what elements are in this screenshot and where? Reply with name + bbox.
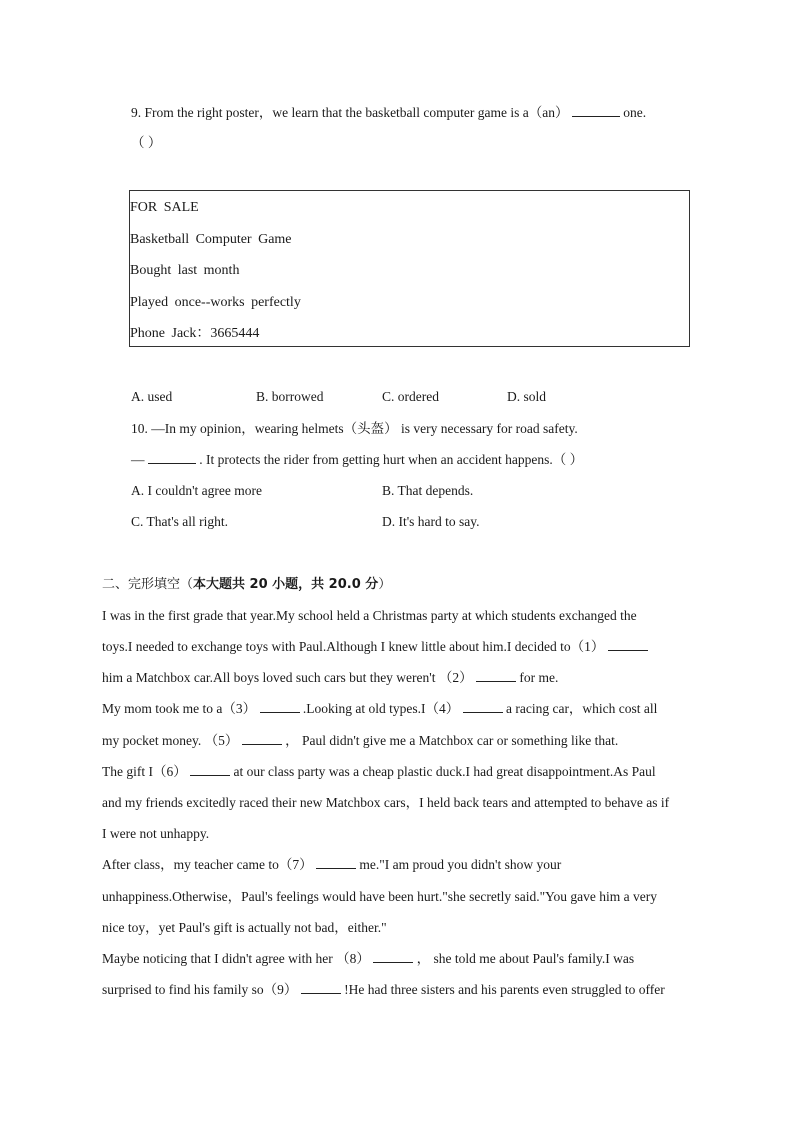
passage-text: The gift I（6） bbox=[102, 764, 191, 779]
passage-text: my pocket money. （5） bbox=[102, 733, 242, 748]
passage-text: me."I am proud you didn't show your bbox=[356, 857, 562, 872]
q10-reply-text: . It protects the rider from getting hurt when an accident happens.（ ） bbox=[195, 452, 584, 467]
cloze-blank-8[interactable] bbox=[373, 950, 413, 963]
passage-line bbox=[102, 732, 618, 750]
passage-text: After class，my teacher came to（7） bbox=[102, 857, 317, 872]
q9-option-c[interactable]: C. ordered bbox=[382, 389, 439, 404]
passage-line: and my friends excitedly raced their new Matchbox cars，I held back tears and attempted to behave as if bbox=[102, 795, 670, 810]
q10-option-a[interactable]: A. I couldn't agree more bbox=[131, 483, 263, 498]
section-heading bbox=[102, 576, 391, 594]
q10-reply-dash: — bbox=[131, 452, 148, 467]
cloze-blank-5[interactable] bbox=[242, 732, 282, 745]
poster-line: Phone Jack：3665444 bbox=[130, 326, 260, 341]
cloze-blank-9[interactable] bbox=[301, 981, 341, 994]
cloze-blank-4[interactable] bbox=[463, 700, 503, 713]
q9-stem-text: 9. From the right poster，we learn that the basketball computer game is a（an） bbox=[131, 105, 572, 120]
section-heading-bold: 本大题共 20 小题，共 20.0 分 bbox=[193, 577, 379, 592]
section-heading-suffix: ） bbox=[378, 577, 392, 592]
passage-text: toys.I needed to exchange toys with Paul.Although I knew little about him.I decided to（1） bbox=[102, 639, 608, 654]
q10-option-d[interactable]: D. It's hard to say. bbox=[382, 514, 480, 529]
passage-text: ， Paul didn't give me a Matchbox car or something like that. bbox=[281, 733, 619, 748]
poster-line: Basketball Computer Game bbox=[130, 232, 292, 247]
q9-option-a[interactable]: A. used bbox=[131, 389, 173, 404]
passage-line: I was in the first grade that year.My school held a Christmas party at which students exchanged the bbox=[102, 608, 637, 623]
passage-text: surprised to find his family so（9） bbox=[102, 982, 301, 997]
q10-reply bbox=[131, 451, 583, 469]
passage-text: !He had three sisters and his parents even struggled to offer bbox=[340, 982, 665, 997]
q9-stem-suffix: one. bbox=[619, 105, 647, 120]
q10-stem: 10. —In my opinion，wearing helmets（头盔） is very necessary for road safety. bbox=[131, 421, 578, 436]
passage-line bbox=[102, 763, 656, 781]
cloze-blank-1[interactable] bbox=[608, 638, 648, 651]
passage-text: .Looking at old types.I（4） bbox=[299, 701, 463, 716]
poster-line: Bought last month bbox=[130, 263, 240, 278]
passage-text: Maybe noticing that I didn't agree with her （8） bbox=[102, 951, 374, 966]
q10-answer-blank[interactable] bbox=[148, 451, 196, 464]
passage-line bbox=[102, 700, 657, 718]
q9-option-d[interactable]: D. sold bbox=[507, 389, 547, 404]
poster-line: Played once--works perfectly bbox=[130, 295, 301, 310]
passage-line bbox=[102, 856, 561, 874]
cloze-blank-7[interactable] bbox=[316, 856, 356, 869]
passage-text: ， she told me about Paul's family.I was bbox=[413, 951, 635, 966]
cloze-blank-3[interactable] bbox=[260, 700, 300, 713]
q9-option-b[interactable]: B. borrowed bbox=[256, 389, 324, 404]
passage-text: My mom took me to a（3） bbox=[102, 701, 260, 716]
q9-answer-blank[interactable] bbox=[572, 104, 620, 117]
passage-text: him a Matchbox car.All boys loved such cars but they weren't （2） bbox=[102, 670, 476, 685]
passage-line bbox=[102, 669, 558, 687]
q10-option-c[interactable]: C. That's all right. bbox=[131, 514, 229, 529]
passage-line: nice toy，yet Paul's gift is actually not bad，either." bbox=[102, 920, 387, 935]
passage-line bbox=[102, 950, 634, 968]
q9-stem bbox=[131, 104, 646, 122]
passage-line: unhappiness.Otherwise，Paul's feelings would have been hurt."she secretly said."You gave him a very bbox=[102, 889, 657, 904]
section-heading-prefix: 二、完形填空（ bbox=[102, 577, 194, 592]
q9-answer-paren[interactable]: （ ） bbox=[131, 135, 162, 150]
passage-text: for me. bbox=[515, 670, 559, 685]
q10-option-b[interactable]: B. That depends. bbox=[382, 483, 474, 498]
passage-text: a racing car，which cost all bbox=[502, 701, 658, 716]
passage-line bbox=[102, 638, 648, 656]
poster-line: FOR SALE bbox=[130, 200, 199, 215]
passage-line bbox=[102, 981, 665, 999]
cloze-blank-2[interactable] bbox=[476, 669, 516, 682]
for-sale-poster bbox=[129, 190, 690, 347]
passage-text: at our class party was a cheap plastic duck.I had great disappointment.As Paul bbox=[230, 764, 656, 779]
cloze-blank-6[interactable] bbox=[190, 763, 230, 776]
passage-line: I were not unhappy. bbox=[102, 826, 210, 841]
